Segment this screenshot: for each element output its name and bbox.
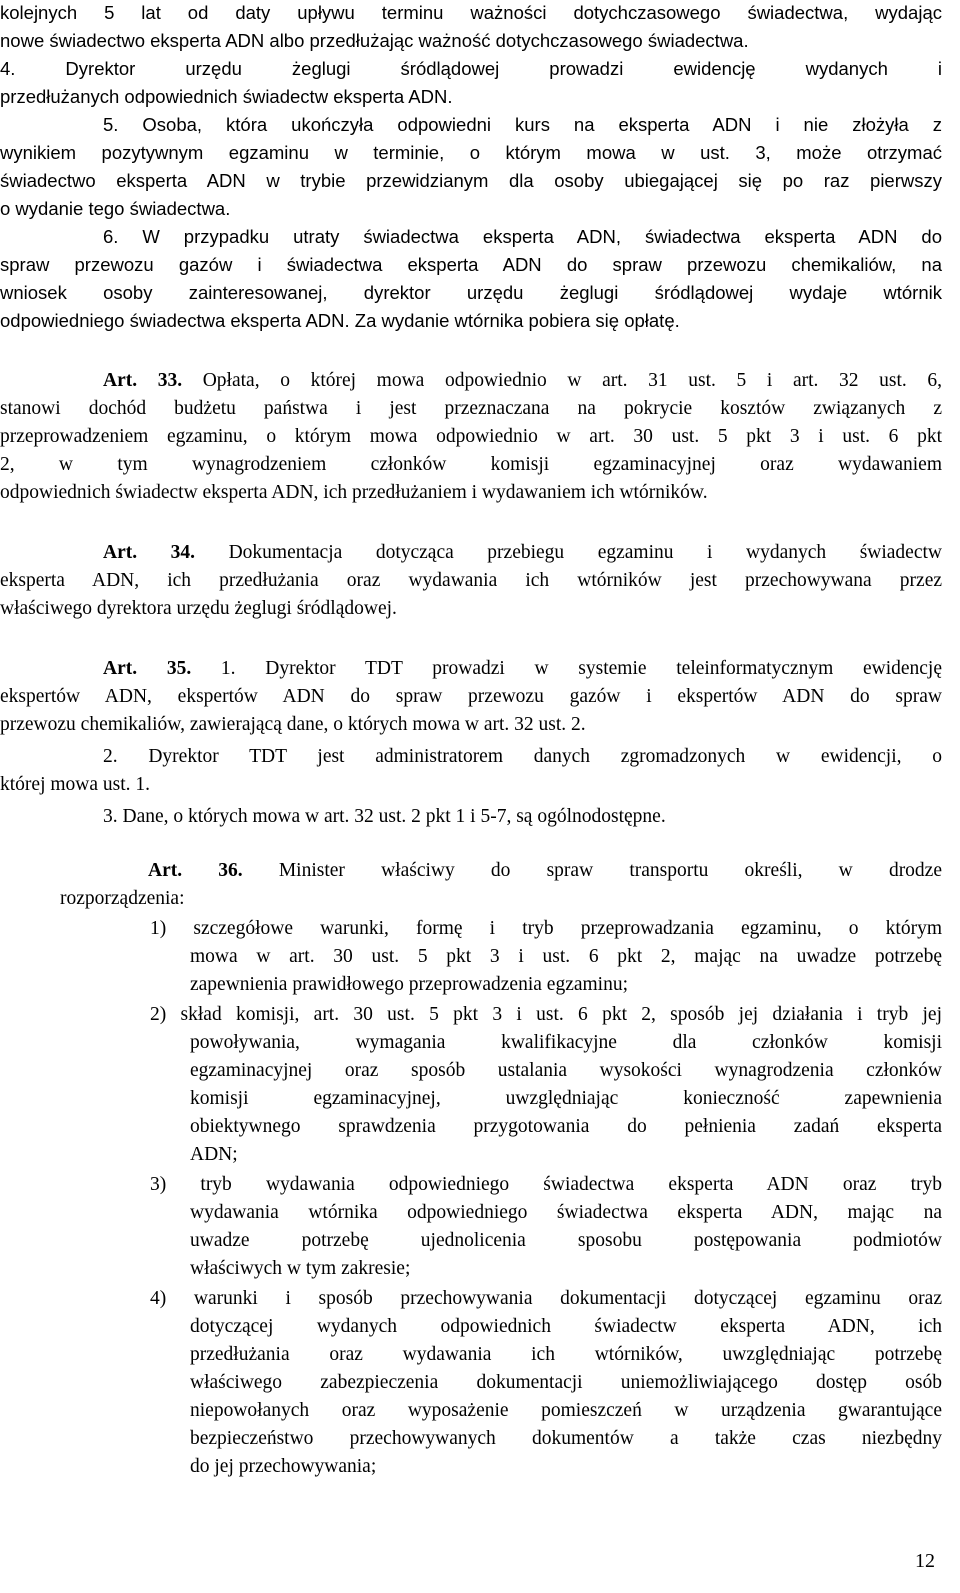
line-text: właściwych w tym zakresie; xyxy=(190,1258,411,1279)
line-text: nowe świadectwo eksperta ADN albo przedłużając ważność dotychczasowego świadectwa. xyxy=(0,30,749,51)
text-line xyxy=(190,944,942,970)
text-line xyxy=(0,280,942,306)
text-line xyxy=(190,1370,942,1396)
line-text: 1) szczegółowe warunki, formę i tryb przeprowadzania egzaminu, o którym xyxy=(150,918,942,939)
text-line xyxy=(190,1454,376,1480)
line-text: 3) tryb wydawania odpowiedniego świadectwa eksperta ADN oraz tryb xyxy=(150,1174,942,1195)
text-line xyxy=(0,0,942,26)
line-text: obiektywnego sprawdzenia przygotowania do pełnienia zadań eksperta xyxy=(190,1116,942,1137)
article-heading: Art. 33. xyxy=(103,370,183,391)
line-text: której mowa ust. 1. xyxy=(0,774,151,795)
line-text: eksperta ADN, ich przedłużania oraz wydawania ich wtórników jest przechowywana przez xyxy=(0,570,942,591)
text-line xyxy=(103,804,666,830)
text-line xyxy=(103,224,942,250)
line-text: wniosek osoby zainteresowanej, dyrektor urzędu żeglugi śródlądowej wydaje wtórnik xyxy=(0,282,942,303)
text-line xyxy=(150,916,942,942)
text-line xyxy=(103,368,942,394)
line-text: przedłużania oraz wydawania ich wtórników, uwzględniając potrzebę xyxy=(190,1344,942,1365)
text-line xyxy=(150,1286,942,1312)
text-line xyxy=(0,196,230,222)
line-text: Dokumentacja dotycząca przebiegu egzaminu i wydanych świadectw xyxy=(195,542,942,563)
line-text: zapewnienia prawidłowego przeprowadzenia egzaminu; xyxy=(190,974,629,995)
line-text: właściwego zabezpieczenia dokumentacji uniemożliwiającego dostęp osób xyxy=(190,1372,942,1393)
text-line xyxy=(103,744,942,770)
line-text: wynikiem pozytywnym egzaminu w terminie, o którym mowa w ust. 3, może otrzymać xyxy=(0,142,942,163)
line-text: właściwego dyrektora urzędu żeglugi śródlądowej. xyxy=(0,598,397,619)
text-line xyxy=(190,1398,942,1424)
text-line xyxy=(150,1172,942,1198)
line-text: odpowiedniego świadectwa eksperta ADN. Za wydanie wtórnika pobiera się opłatę. xyxy=(0,310,680,331)
text-line xyxy=(0,28,749,54)
text-line xyxy=(190,1342,942,1368)
line-text: bezpieczeństwo przechowywanych dokumentów a także czas niezbędny xyxy=(190,1428,942,1449)
text-line xyxy=(150,1002,942,1028)
text-line xyxy=(190,1314,942,1340)
line-text: 5. Osoba, która ukończyła odpowiedni kurs na eksperta ADN i nie złożyła z xyxy=(103,114,942,135)
text-line xyxy=(190,1426,942,1452)
line-text: 2) skład komisji, art. 30 ust. 5 pkt 3 i ust. 6 pkt 2, sposób jej działania i tryb jej xyxy=(150,1004,942,1025)
line-text: stanowi dochód budżetu państwa i jest przeznaczana na pokrycie kosztów związanych z xyxy=(0,398,942,419)
text-line xyxy=(190,1030,942,1056)
text-line xyxy=(190,1086,942,1112)
text-line xyxy=(0,712,586,738)
text-line xyxy=(103,540,942,566)
line-text: przewozu chemikaliów, zawierającą dane, o których mowa w art. 32 ust. 2. xyxy=(0,714,586,735)
line-text: powoływania, wymagania kwalifikacyjne dla członków komisji xyxy=(190,1032,942,1053)
line-text: do jej przechowywania; xyxy=(190,1456,377,1477)
line-text: Opłata, o której mowa odpowiednio w art. 31 ust. 5 i art. 32 ust. 6, xyxy=(182,370,942,391)
line-text: 3. Dane, o których mowa w art. 32 ust. 2 pkt 1 i 5-7, są ogólnodostępne. xyxy=(103,806,666,827)
line-text: 4. Dyrektor urzędu żeglugi śródlądowej prowadzi ewidencję wydanych i xyxy=(0,58,942,79)
line-text: dotyczącej wydanych odpowiednich świadectw eksperta ADN, ich xyxy=(190,1316,942,1337)
line-text: o wydanie tego świadectwa. xyxy=(0,198,231,219)
text-line xyxy=(0,568,942,594)
line-text: przeprowadzeniem egzaminu, o którym mowa odpowiednio w art. 30 ust. 5 pkt 3 i ust. 6 pkt xyxy=(0,426,942,447)
line-text: spraw przewozu gazów i świadectwa eksperta ADN do spraw przewozu chemikaliów, na xyxy=(0,254,942,275)
line-text: 6. W przypadku utraty świadectwa eksperta ADN, świadectwa eksperta ADN do xyxy=(103,226,942,247)
article-heading: Art. 36. xyxy=(148,860,243,881)
text-line xyxy=(0,684,942,710)
text-line xyxy=(190,1114,942,1140)
text-line xyxy=(103,656,942,682)
text-line xyxy=(190,972,628,998)
text-line xyxy=(60,886,185,912)
line-text: odpowiednich świadectw eksperta ADN, ich przedłużaniem i wydawaniem ich wtórników. xyxy=(0,482,708,503)
line-text: ekspertów ADN, ekspertów ADN do spraw przewozu gazów i ekspertów ADN do spraw xyxy=(0,686,942,707)
text-line xyxy=(0,140,942,166)
article-heading: Art. 34. xyxy=(103,542,196,563)
line-text: 4) warunki i sposób przechowywania dokumentacji dotyczącej egzaminu oraz xyxy=(150,1288,942,1309)
line-text: świadectwo eksperta ADN w trybie przewidzianym dla osoby ubiegającej się po raz pierwszy xyxy=(0,170,942,191)
line-text: komisji egzaminacyjnej, uwzględniając konieczność zapewnienia xyxy=(190,1088,942,1109)
text-line xyxy=(0,480,708,506)
page-number: 12 xyxy=(915,1550,935,1572)
line-text: wydawania wtórnika odpowiedniego świadectwa eksperta ADN, mając na xyxy=(190,1202,942,1223)
line-text: ADN; xyxy=(190,1144,238,1165)
line-text: kolejnych 5 lat od daty upływu terminu ważności dotychczasowego świadectwa, wydając xyxy=(0,2,942,23)
text-line xyxy=(0,56,942,82)
text-line xyxy=(190,1058,942,1084)
line-text: uwadze potrzebę ujednolicenia sposobu postępowania podmiotów xyxy=(190,1230,942,1251)
text-line xyxy=(0,396,942,422)
text-line xyxy=(0,596,397,622)
text-line xyxy=(0,252,942,278)
text-line xyxy=(103,112,942,138)
line-text: Minister właściwy do spraw transportu określi, w drodze xyxy=(242,860,942,881)
text-line xyxy=(148,858,942,884)
line-text: rozporządzenia: xyxy=(60,888,185,909)
text-line xyxy=(0,424,942,450)
line-text: mowa w art. 30 ust. 5 pkt 3 i ust. 6 pkt 2, mając na uwadze potrzebę xyxy=(190,946,942,967)
line-text: egzaminacyjnej oraz sposób ustalania wysokości wynagrodzenia członków xyxy=(190,1060,942,1081)
text-line xyxy=(190,1142,238,1168)
article-heading: Art. 35. xyxy=(103,658,192,679)
text-line xyxy=(190,1256,410,1282)
text-line xyxy=(0,84,452,110)
text-line xyxy=(0,308,680,334)
text-line xyxy=(0,452,942,478)
line-text: 1. Dyrektor TDT prowadzi w systemie teleinformatycznym ewidencję xyxy=(191,658,943,679)
line-text: 2, w tym wynagrodzeniem członków komisji egzaminacyjnej oraz wydawaniem xyxy=(0,454,942,475)
line-text: przedłużanych odpowiednich świadectw eksperta ADN. xyxy=(0,86,453,107)
text-line xyxy=(0,168,942,194)
text-line xyxy=(190,1228,942,1254)
text-line xyxy=(190,1200,942,1226)
text-line xyxy=(0,772,150,798)
line-text: 2. Dyrektor TDT jest administratorem danych zgromadzonych w ewidencji, o xyxy=(103,746,942,767)
line-text: niepowołanych oraz wyposażenie pomieszczeń w urządzenia gwarantujące xyxy=(190,1400,942,1421)
